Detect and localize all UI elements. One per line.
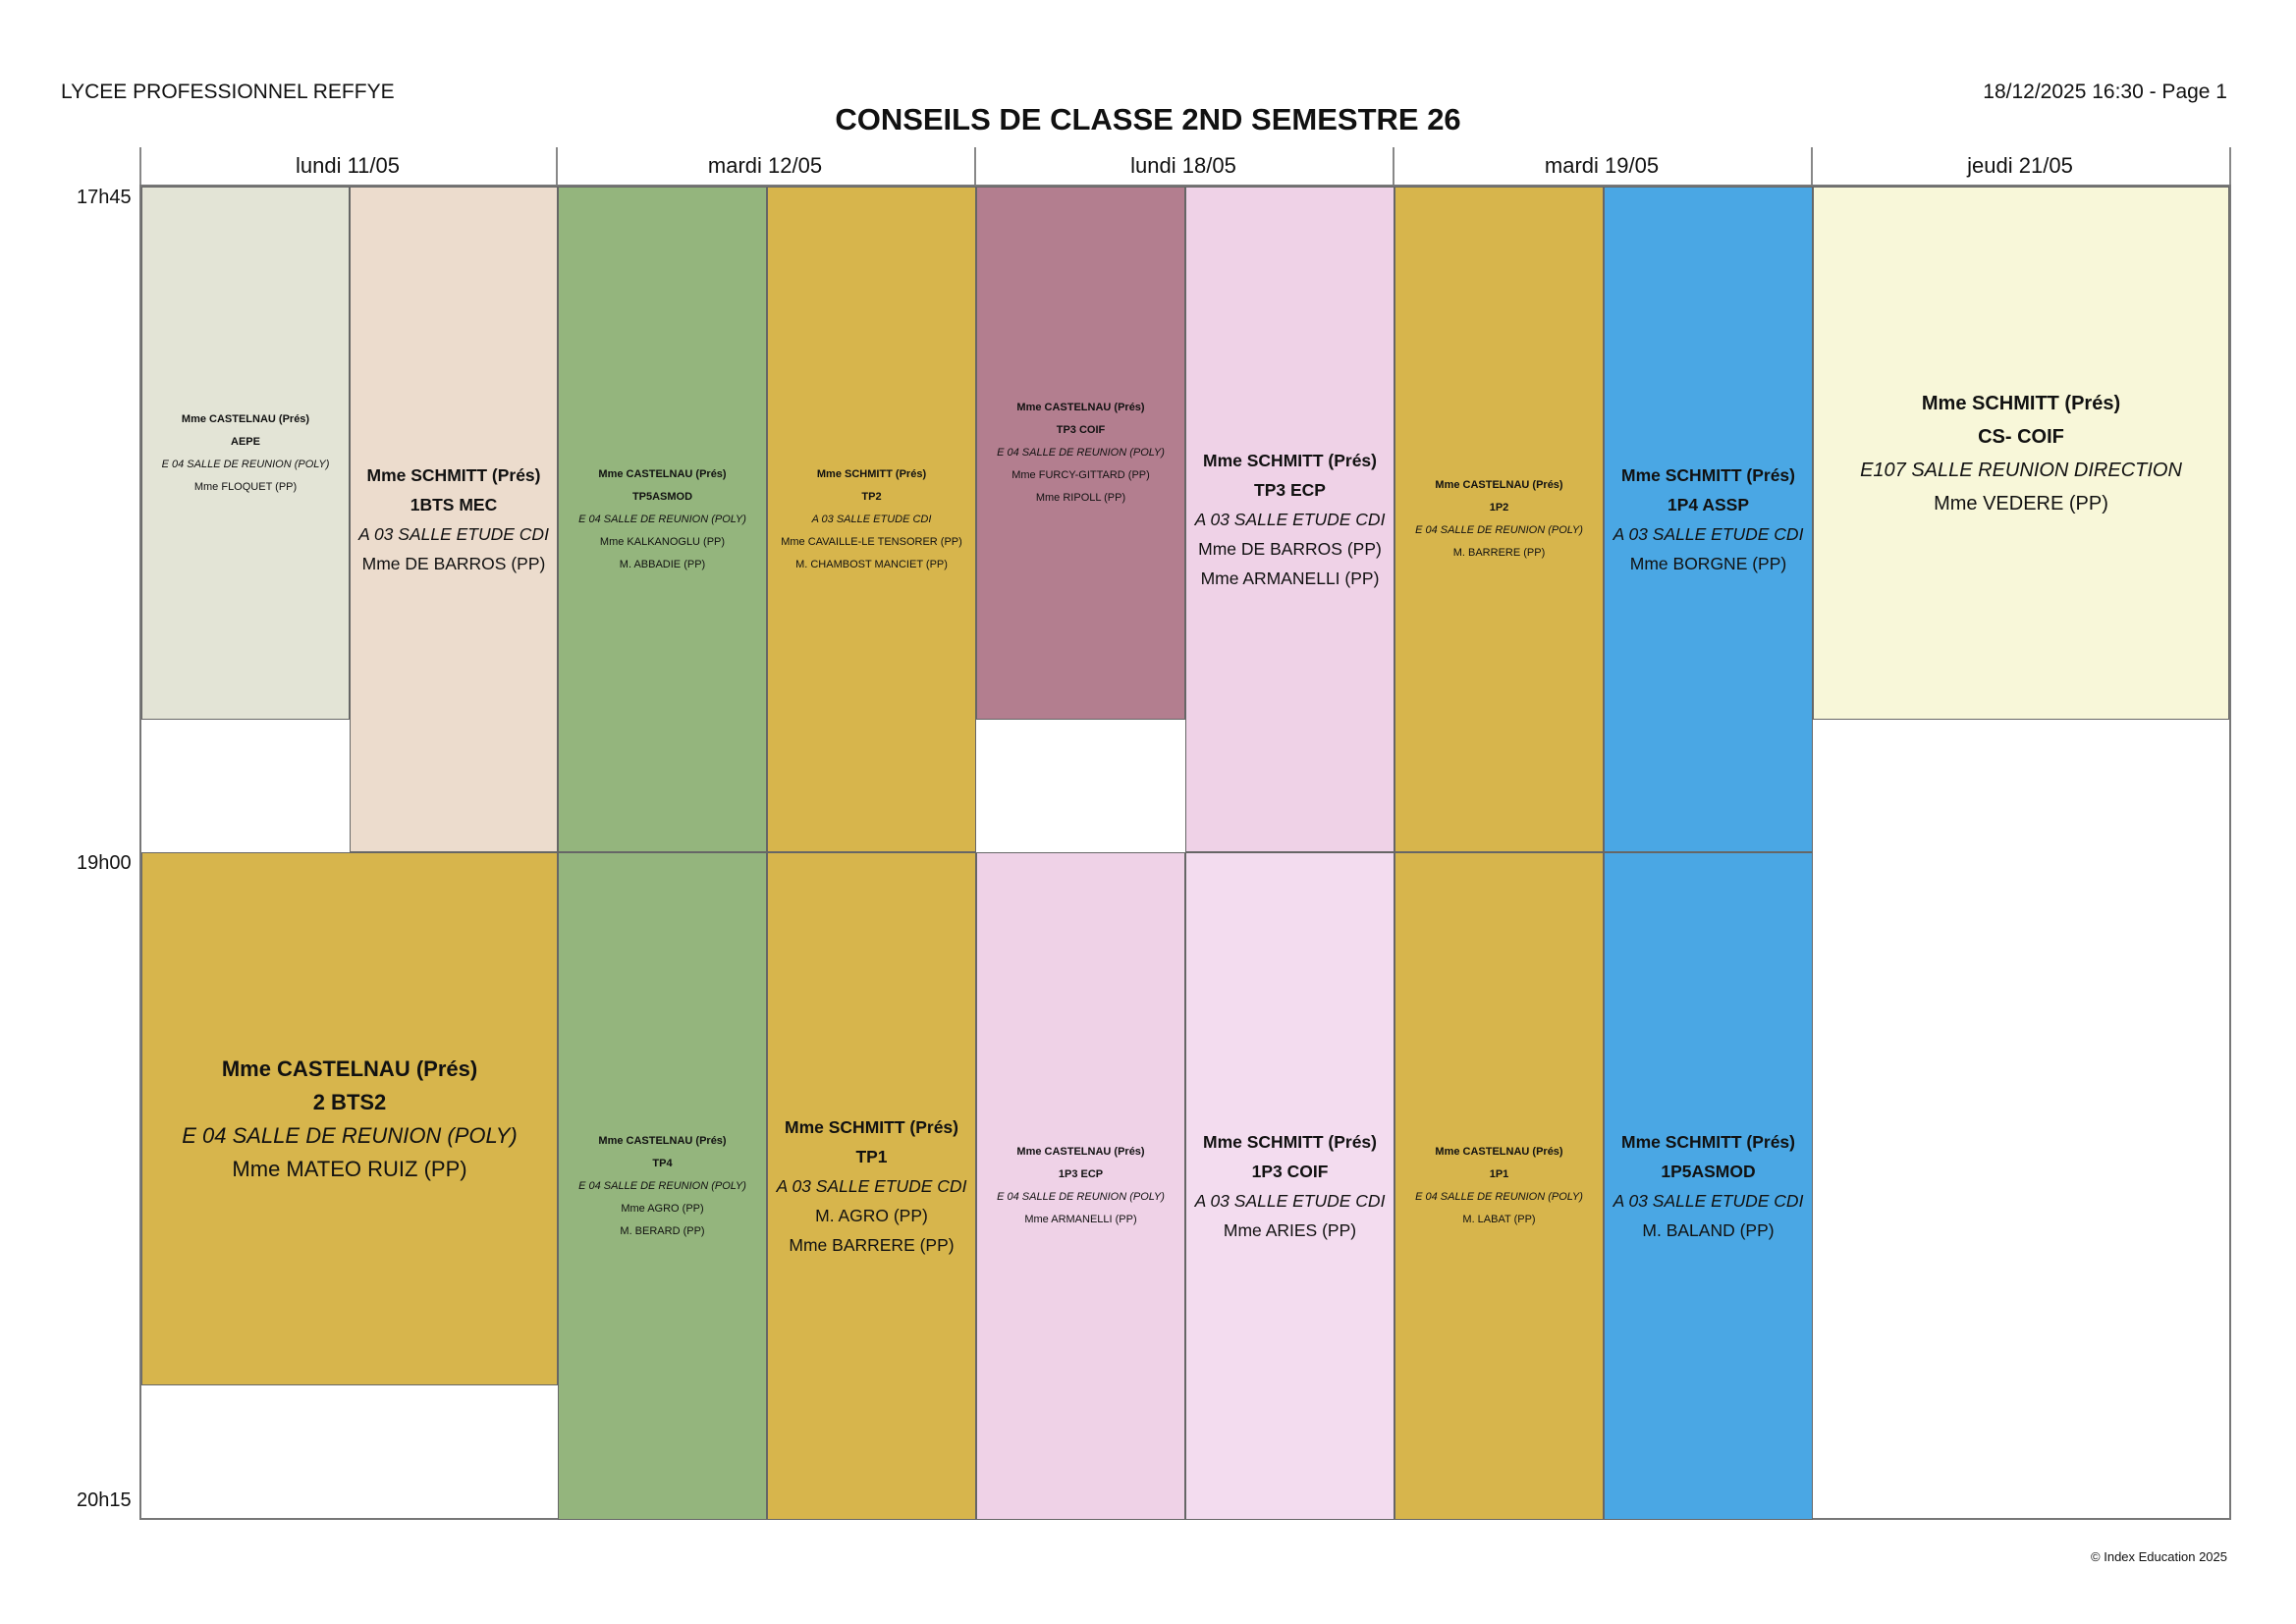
council-president: Mme SCHMITT (Prés) xyxy=(366,465,541,485)
council-president: Mme CASTELNAU (Prés) xyxy=(181,412,310,425)
council-pp: Mme CAVAILLE-LE TENSORER (PP) xyxy=(781,535,962,548)
council-president: Mme CASTELNAU (Prés) xyxy=(221,1056,478,1081)
council-pp: Mme BORGNE (PP) xyxy=(1629,554,1787,573)
council-room: E 04 SALLE DE REUNION (POLY) xyxy=(1415,524,1583,536)
council-class: TP3 COIF xyxy=(1056,424,1106,436)
council-pp: Mme DE BARROS (PP) xyxy=(361,554,546,573)
council-block-1p2[interactable] xyxy=(1394,187,1604,852)
council-class: TP4 xyxy=(652,1157,673,1169)
council-pp: M. LABAT (PP) xyxy=(1462,1214,1536,1225)
council-block-1p5asmod[interactable] xyxy=(1604,852,1813,1520)
council-room: A 03 SALLE ETUDE CDI xyxy=(776,1176,967,1196)
council-pp: Mme ARMANELLI (PP) xyxy=(1200,568,1380,588)
council-block-tp2[interactable] xyxy=(767,187,976,852)
council-president: Mme SCHMITT (Prés) xyxy=(1921,392,2121,414)
day-header-mon-18: lundi 18/05 xyxy=(1130,153,1236,178)
council-room: E 04 SALLE DE REUNION (POLY) xyxy=(997,447,1165,459)
council-room: E107 SALLE REUNION DIRECTION xyxy=(1860,459,2182,481)
council-president: Mme CASTELNAU (Prés) xyxy=(598,1134,727,1147)
day-header-tue-12: mardi 12/05 xyxy=(707,153,823,178)
council-block-1p3-ecp[interactable] xyxy=(976,852,1185,1520)
council-class: 1P1 xyxy=(1489,1168,1509,1180)
council-pp: Mme AGRO (PP) xyxy=(621,1202,704,1215)
council-pp: Mme MATEO RUIZ (PP) xyxy=(232,1156,467,1181)
day-header-mon-11: lundi 11/05 xyxy=(295,153,400,178)
council-block-1p4-assp[interactable] xyxy=(1604,187,1813,852)
council-room: A 03 SALLE ETUDE CDI xyxy=(1194,510,1386,529)
council-room: A 03 SALLE ETUDE CDI xyxy=(1613,1191,1804,1211)
council-pp: Mme VEDERE (PP) xyxy=(1934,492,2108,514)
council-pp: Mme DE BARROS (PP) xyxy=(1198,539,1382,559)
council-room: A 03 SALLE ETUDE CDI xyxy=(1613,524,1804,544)
council-class: 1P2 xyxy=(1489,502,1509,514)
council-pp: Mme FLOQUET (PP) xyxy=(193,480,298,493)
council-class: 1P3 ECP xyxy=(1058,1168,1104,1180)
council-class: AEPE xyxy=(231,435,260,448)
council-room: E 04 SALLE DE REUNION (POLY) xyxy=(578,1179,746,1192)
council-president: Mme SCHMITT (Prés) xyxy=(1203,1132,1377,1152)
page-title: CONSEILS DE CLASSE 2ND SEMESTRE 26 xyxy=(835,102,1461,136)
print-date: 18/12/2025 16:30 - Page 1 xyxy=(1983,81,2227,103)
day-header-thu-21: jeudi 21/05 xyxy=(1967,153,2073,178)
council-class: TP2 xyxy=(861,490,882,503)
council-block-tp5asmod[interactable] xyxy=(558,187,767,852)
council-room: E 04 SALLE DE REUNION (POLY) xyxy=(1415,1191,1583,1203)
council-room: A 03 SALLE ETUDE CDI xyxy=(358,524,549,544)
council-president: Mme SCHMITT (Prés) xyxy=(816,467,927,480)
council-block-tp3-coif[interactable] xyxy=(976,187,1185,720)
council-pp: Mme KALKANOGLU (PP) xyxy=(599,535,726,548)
council-block-tp3-ecp[interactable] xyxy=(1185,187,1394,852)
council-room: E 04 SALLE DE REUNION (POLY) xyxy=(578,513,746,525)
schedule-grid xyxy=(139,185,2231,1520)
council-pp: M. CHAMBOST MANCIET (PP) xyxy=(795,558,948,570)
council-president: Mme CASTELNAU (Prés) xyxy=(1016,402,1145,413)
council-block-1p3-coif[interactable] xyxy=(1185,852,1394,1520)
council-pp: Mme RIPOLL (PP) xyxy=(1035,492,1126,504)
time-label-1900: 19h00 xyxy=(77,852,132,874)
council-class: CS- COIF xyxy=(1978,425,2064,448)
council-room: E 04 SALLE DE REUNION (POLY) xyxy=(997,1191,1165,1203)
council-room: A 03 SALLE ETUDE CDI xyxy=(811,513,932,525)
day-divider xyxy=(2229,147,2231,185)
council-class: 1BTS MEC xyxy=(410,495,498,514)
council-block-1bts-mec[interactable] xyxy=(350,187,558,852)
council-room: E 04 SALLE DE REUNION (POLY) xyxy=(161,458,330,470)
council-block-aepe[interactable] xyxy=(141,187,350,720)
council-pp: Mme ARIES (PP) xyxy=(1223,1220,1357,1240)
council-class: TP1 xyxy=(855,1147,888,1166)
council-class: 1P5ASMOD xyxy=(1661,1162,1756,1181)
day-header-tue-19: mardi 19/05 xyxy=(1544,153,1660,178)
council-president: Mme CASTELNAU (Prés) xyxy=(1016,1146,1145,1158)
council-president: Mme SCHMITT (Prés) xyxy=(1621,465,1795,485)
council-block-tp1[interactable] xyxy=(767,852,976,1520)
council-block-2bts2[interactable] xyxy=(141,852,558,1385)
council-class: TP5ASMOD xyxy=(631,490,693,503)
school-name: LYCEE PROFESSIONNEL REFFYE xyxy=(61,81,395,103)
council-president: Mme SCHMITT (Prés) xyxy=(1203,451,1377,470)
council-pp: M. BALAND (PP) xyxy=(1642,1220,1775,1240)
council-president: Mme CASTELNAU (Prés) xyxy=(1435,479,1563,491)
council-pp: M. AGRO (PP) xyxy=(815,1206,928,1225)
council-block-tp4[interactable] xyxy=(558,852,767,1520)
council-president: Mme SCHMITT (Prés) xyxy=(785,1117,958,1137)
council-block-cs-coif[interactable] xyxy=(1813,187,2229,720)
council-class: 1P3 COIF xyxy=(1251,1162,1329,1181)
council-block-1p1[interactable] xyxy=(1394,852,1604,1520)
council-class: 1P4 ASSP xyxy=(1667,495,1749,514)
council-pp: Mme FURCY-GITTARD (PP) xyxy=(1011,469,1150,481)
council-room: A 03 SALLE ETUDE CDI xyxy=(1194,1191,1386,1211)
council-pp: Mme BARRERE (PP) xyxy=(789,1235,955,1255)
council-room: E 04 SALLE DE REUNION (POLY) xyxy=(182,1122,518,1148)
council-class: 2 BTS2 xyxy=(312,1089,387,1114)
council-president: Mme CASTELNAU (Prés) xyxy=(1435,1146,1563,1158)
copyright-footer: © Index Education 2025 xyxy=(2091,1549,2227,1564)
council-class: TP3 ECP xyxy=(1254,480,1326,500)
time-label-2015: 20h15 xyxy=(77,1489,132,1511)
council-pp: M. BARRERE (PP) xyxy=(1452,547,1546,559)
council-pp: M. ABBADIE (PP) xyxy=(619,558,706,570)
time-label-1745: 17h45 xyxy=(77,187,132,208)
council-president: Mme CASTELNAU (Prés) xyxy=(598,467,727,480)
council-president: Mme SCHMITT (Prés) xyxy=(1621,1132,1795,1152)
council-pp: Mme ARMANELLI (PP) xyxy=(1024,1214,1137,1225)
council-pp: M. BERARD (PP) xyxy=(620,1224,705,1237)
